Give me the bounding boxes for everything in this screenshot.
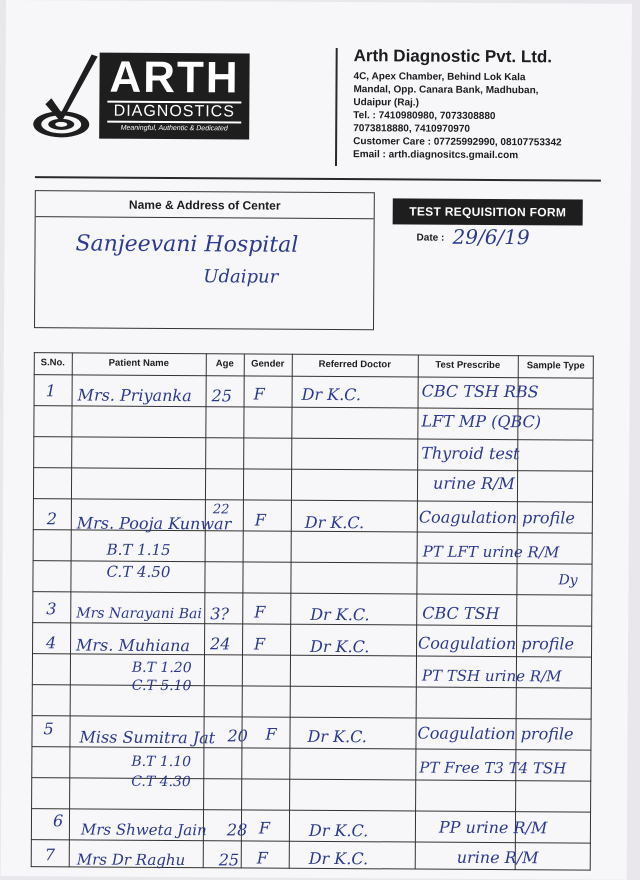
table-line	[415, 355, 419, 870]
entry-sno: 5	[43, 719, 54, 739]
entry-gender: F	[258, 818, 271, 838]
entry-note: B.T 1.10	[131, 753, 192, 771]
entry-test: Coagulation profile	[418, 507, 575, 528]
entry-gender: F	[265, 724, 277, 744]
table-line	[241, 353, 245, 868]
entry-sno: 7	[44, 845, 56, 865]
entry-sno: 1	[45, 381, 56, 401]
entry-test: urine R/M	[456, 847, 539, 868]
entry-patient-name: Mrs Shweta Jain	[80, 820, 207, 840]
entry-age: 3?	[210, 604, 230, 624]
entry-doctor: Dr K.C.	[304, 512, 365, 533]
header-rule	[35, 176, 601, 181]
entry-test: LFT MP (QBC)	[421, 411, 542, 432]
target-check-icon	[31, 52, 102, 142]
header-sno: S.No.	[40, 357, 65, 369]
entry-patient-name: Miss Sumitra Jat	[79, 727, 216, 748]
table-line	[31, 352, 35, 867]
entry-test: PT LFT urine R/M	[422, 542, 560, 562]
table-line	[32, 715, 592, 719]
table-line	[33, 436, 593, 440]
table-line	[33, 498, 593, 502]
entry-patient-name: Mrs. Pooja Kunwar	[76, 513, 232, 534]
date-label: Date :	[416, 232, 445, 244]
table-line	[515, 355, 519, 870]
company-logo	[31, 46, 262, 147]
table-line	[32, 591, 592, 595]
entry-age: 25	[218, 850, 240, 870]
address-line: Udaipur (Raj.)	[353, 97, 419, 109]
entry-test: Dy	[558, 572, 578, 589]
requisition-sheet	[1, 0, 632, 880]
logo-sub: DIAGNOSTICS	[107, 101, 241, 124]
entry-age: 20	[227, 726, 248, 746]
email-line: Email : arth.diagnositcs.gmail.com	[353, 149, 519, 162]
header-test-prescribe: Test Prescribe	[435, 359, 501, 372]
entry-sno: 2	[46, 509, 58, 529]
company-details	[353, 46, 624, 163]
date-handwritten: 29/6/19	[452, 224, 530, 250]
header-divider	[335, 48, 338, 166]
entry-gender: F	[254, 510, 266, 530]
header-patient-name: Patient Name	[108, 357, 169, 370]
form-title: TEST REQUISITION FORM	[393, 198, 583, 225]
logo-wordmark	[99, 53, 250, 140]
entry-age: 25	[211, 386, 233, 406]
patient-table	[31, 352, 594, 870]
entry-test: Coagulation profile	[417, 723, 574, 744]
entry-patient-name: Mrs Narayani Bai	[76, 605, 202, 623]
entry-sno: 4	[46, 633, 57, 653]
entry-test: CBC TSH	[422, 603, 500, 624]
entry-note: B.T 1.15	[106, 540, 171, 560]
phone-line: 7073818880, 7410970970	[353, 123, 471, 135]
center-name-handwritten: Sanjeevani Hospital	[75, 231, 299, 258]
entry-doctor: Dr K.C.	[308, 820, 369, 841]
entry-age: 24	[210, 634, 231, 654]
entry-test: CBC TSH RBS	[421, 381, 539, 402]
header-sample-type: Sample Type	[526, 360, 585, 372]
company-name: Arth Diagnostic Pvt. Ltd.	[353, 46, 553, 67]
center-title: Name & Address of Center	[36, 191, 374, 219]
entry-test: Coagulation profile	[418, 633, 575, 654]
entry-test: PP urine R/M	[438, 817, 548, 838]
header-gender: Gender	[251, 358, 285, 370]
entry-sno: 6	[52, 811, 64, 831]
entry-doctor: Dr K.C.	[308, 848, 369, 869]
entry-doctor: Dr K.C.	[310, 604, 370, 625]
table-line	[31, 808, 591, 812]
logo-tagline: Meaningful, Authentic & Dedicated	[120, 124, 228, 133]
entry-patient-name: Mrs. Muhiana	[76, 635, 191, 656]
entry-gender: F	[256, 848, 268, 868]
header-referred-doctor: Referred Doctor	[318, 358, 391, 371]
table-line	[203, 353, 207, 868]
table-line	[31, 777, 591, 781]
entry-patient-name: Mrs Dr Raghu	[76, 850, 186, 870]
logo-brand: ARTH	[109, 52, 240, 103]
entry-patient-name: Mrs. Priyanka	[77, 385, 192, 406]
table-line	[289, 354, 293, 869]
table-line	[31, 746, 591, 750]
entry-note: C.T 4.30	[131, 773, 191, 791]
entry-age: 22	[212, 502, 230, 518]
entry-note: C.T 4.50	[106, 562, 171, 582]
entry-age: 28	[226, 820, 248, 840]
phone-line: Tel. : 7410980980, 7073308880	[353, 110, 496, 122]
entry-gender: F	[254, 634, 266, 654]
entry-sno: 3	[46, 599, 57, 619]
entry-doctor: Dr K.C.	[309, 636, 370, 657]
address-line: Mandal, Opp. Canara Bank, Madhuban,	[353, 84, 539, 97]
center-address-box	[34, 190, 375, 330]
entry-test: urine R/M	[432, 473, 515, 494]
entry-doctor: Dr K.C.	[301, 384, 362, 405]
header-age: Age	[215, 358, 234, 370]
table-line	[34, 405, 594, 409]
entry-note: C.T 5.10	[131, 677, 192, 695]
entry-test: PT TSH urine R/M	[421, 666, 562, 686]
table-line	[590, 356, 594, 871]
table-line	[69, 352, 73, 867]
center-city-handwritten: Udaipur	[203, 266, 279, 288]
entry-note: B.T 1.20	[131, 659, 192, 677]
table-line	[33, 467, 593, 471]
address-line: 4C, Apex Chamber, Behind Lok Kala	[353, 71, 526, 84]
entry-test: Thyroid test	[421, 443, 520, 464]
entry-gender: F	[254, 602, 266, 622]
entry-test: PT Free T3 T4 TSH	[419, 758, 567, 778]
customer-care-line: Customer Care : 07725992990, 08107753342	[353, 136, 562, 149]
entry-gender: F	[253, 384, 265, 404]
entry-doctor: Dr K.C.	[307, 726, 367, 747]
